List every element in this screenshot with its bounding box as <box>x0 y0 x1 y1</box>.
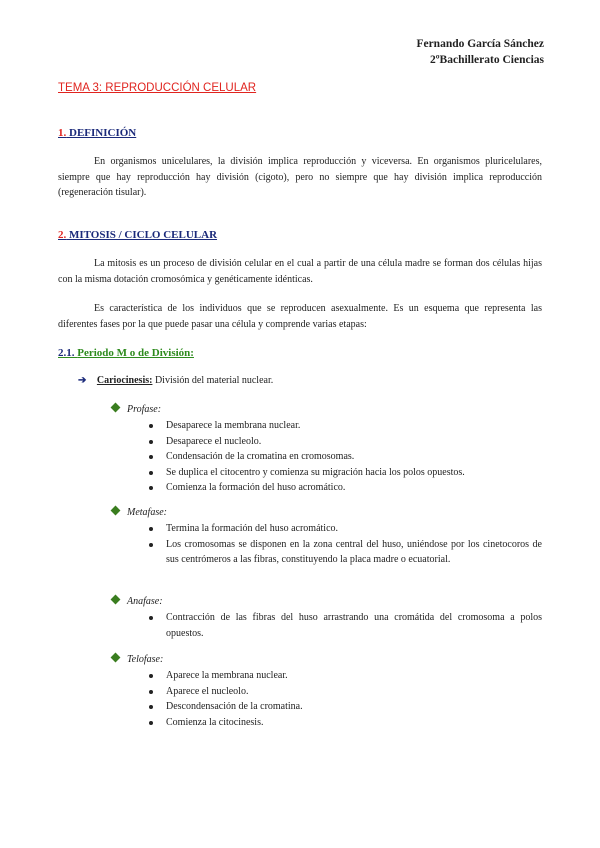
section-2-heading <box>58 229 217 241</box>
metafase-list <box>146 521 542 568</box>
profase-heading <box>112 404 161 415</box>
list-item: Los cromosomas se disponen en la zona central del huso, uniéndose por los cinetocoros de sus centrómeros a las fibras, constituyendo la placa madre o ecuatorial. <box>146 537 542 568</box>
subsection-2-1-heading <box>58 347 194 359</box>
section-1-heading <box>58 127 136 139</box>
list-item: Comienza la citocinesis. <box>146 715 542 731</box>
list-item: Comienza la formación del huso acromático. <box>146 480 542 496</box>
list-item: Contracción de las fibras del huso arrastrando una cromátida del cromosoma a polos opuestos. <box>146 610 542 641</box>
diamond-bullet-icon <box>111 595 121 605</box>
page-title: TEMA 3: REPRODUCCIÓN CELULAR <box>58 82 257 94</box>
list-item: Desaparece la membrana nuclear. <box>146 418 542 434</box>
metafase-heading <box>112 507 167 518</box>
telofase-label: Telofase: <box>127 654 164 665</box>
section-1-number: 1. <box>58 127 67 139</box>
section-2-paragraph-1: La mitosis es un proceso de división celular en el cual a partir de una célula madre se forman dos células hijas con la misma dotación cromosómica y genéticamente idénticas. <box>58 258 542 285</box>
profase-label: Profase: <box>127 404 162 415</box>
section-2-title: MITOSIS / CICLO CELULAR <box>69 229 218 241</box>
metafase-label: Metafase: <box>127 507 167 518</box>
list-item: Descondensación de la cromatina. <box>146 699 542 715</box>
diamond-bullet-icon <box>111 653 121 663</box>
subsection-2-1-title: Periodo M o de División: <box>77 347 194 359</box>
diamond-bullet-icon <box>111 403 121 413</box>
telofase-list <box>146 668 542 730</box>
profase-list <box>146 418 542 496</box>
document-header <box>416 36 544 68</box>
list-item: Termina la formación del huso acromático. <box>146 521 542 537</box>
anafase-label: Anafase: <box>127 596 163 607</box>
section-1-title: DEFINICIÓN <box>69 127 137 139</box>
list-item: Se duplica el citocentro y comienza su migración hacia los polos opuestos. <box>146 465 542 481</box>
anafase-heading <box>112 596 163 607</box>
author-name: Fernando García Sánchez <box>416 38 544 50</box>
subsection-2-1-number: 2.1. <box>58 347 75 359</box>
cariocinesis-line <box>78 375 273 386</box>
list-item: Aparece el nucleolo. <box>146 684 542 700</box>
telofase-heading <box>112 654 163 665</box>
section-1-paragraph: En organismos unicelulares, la división implica reproducción y viceversa. En organismos pluricelulares, siempre que hay reproducción hay división (cigoto), pero no siempre que hay división implica reproducción (regeneración tisular). <box>58 156 542 198</box>
cariocinesis-text: División del material nuclear. <box>154 375 274 386</box>
section-2-paragraph-2: Es característica de los individuos que se reproducen asexualmente. Es un esquema que representa las diferentes fases por la que puede pasar una célula y comprende varias etapas: <box>58 303 542 330</box>
diamond-bullet-icon <box>111 506 121 516</box>
cariocinesis-label: Cariocinesis: <box>96 375 153 386</box>
section-2-number: 2. <box>58 229 67 241</box>
list-item: Condensación de la cromatina en cromosomas. <box>146 449 542 465</box>
arrow-right-icon: ➔ <box>78 375 87 386</box>
list-item: Aparece la membrana nuclear. <box>146 668 542 684</box>
list-item: Desaparece el nucleolo. <box>146 434 542 450</box>
anafase-list <box>146 610 542 641</box>
course-name: 2ºBachillerato Ciencias <box>430 54 544 66</box>
